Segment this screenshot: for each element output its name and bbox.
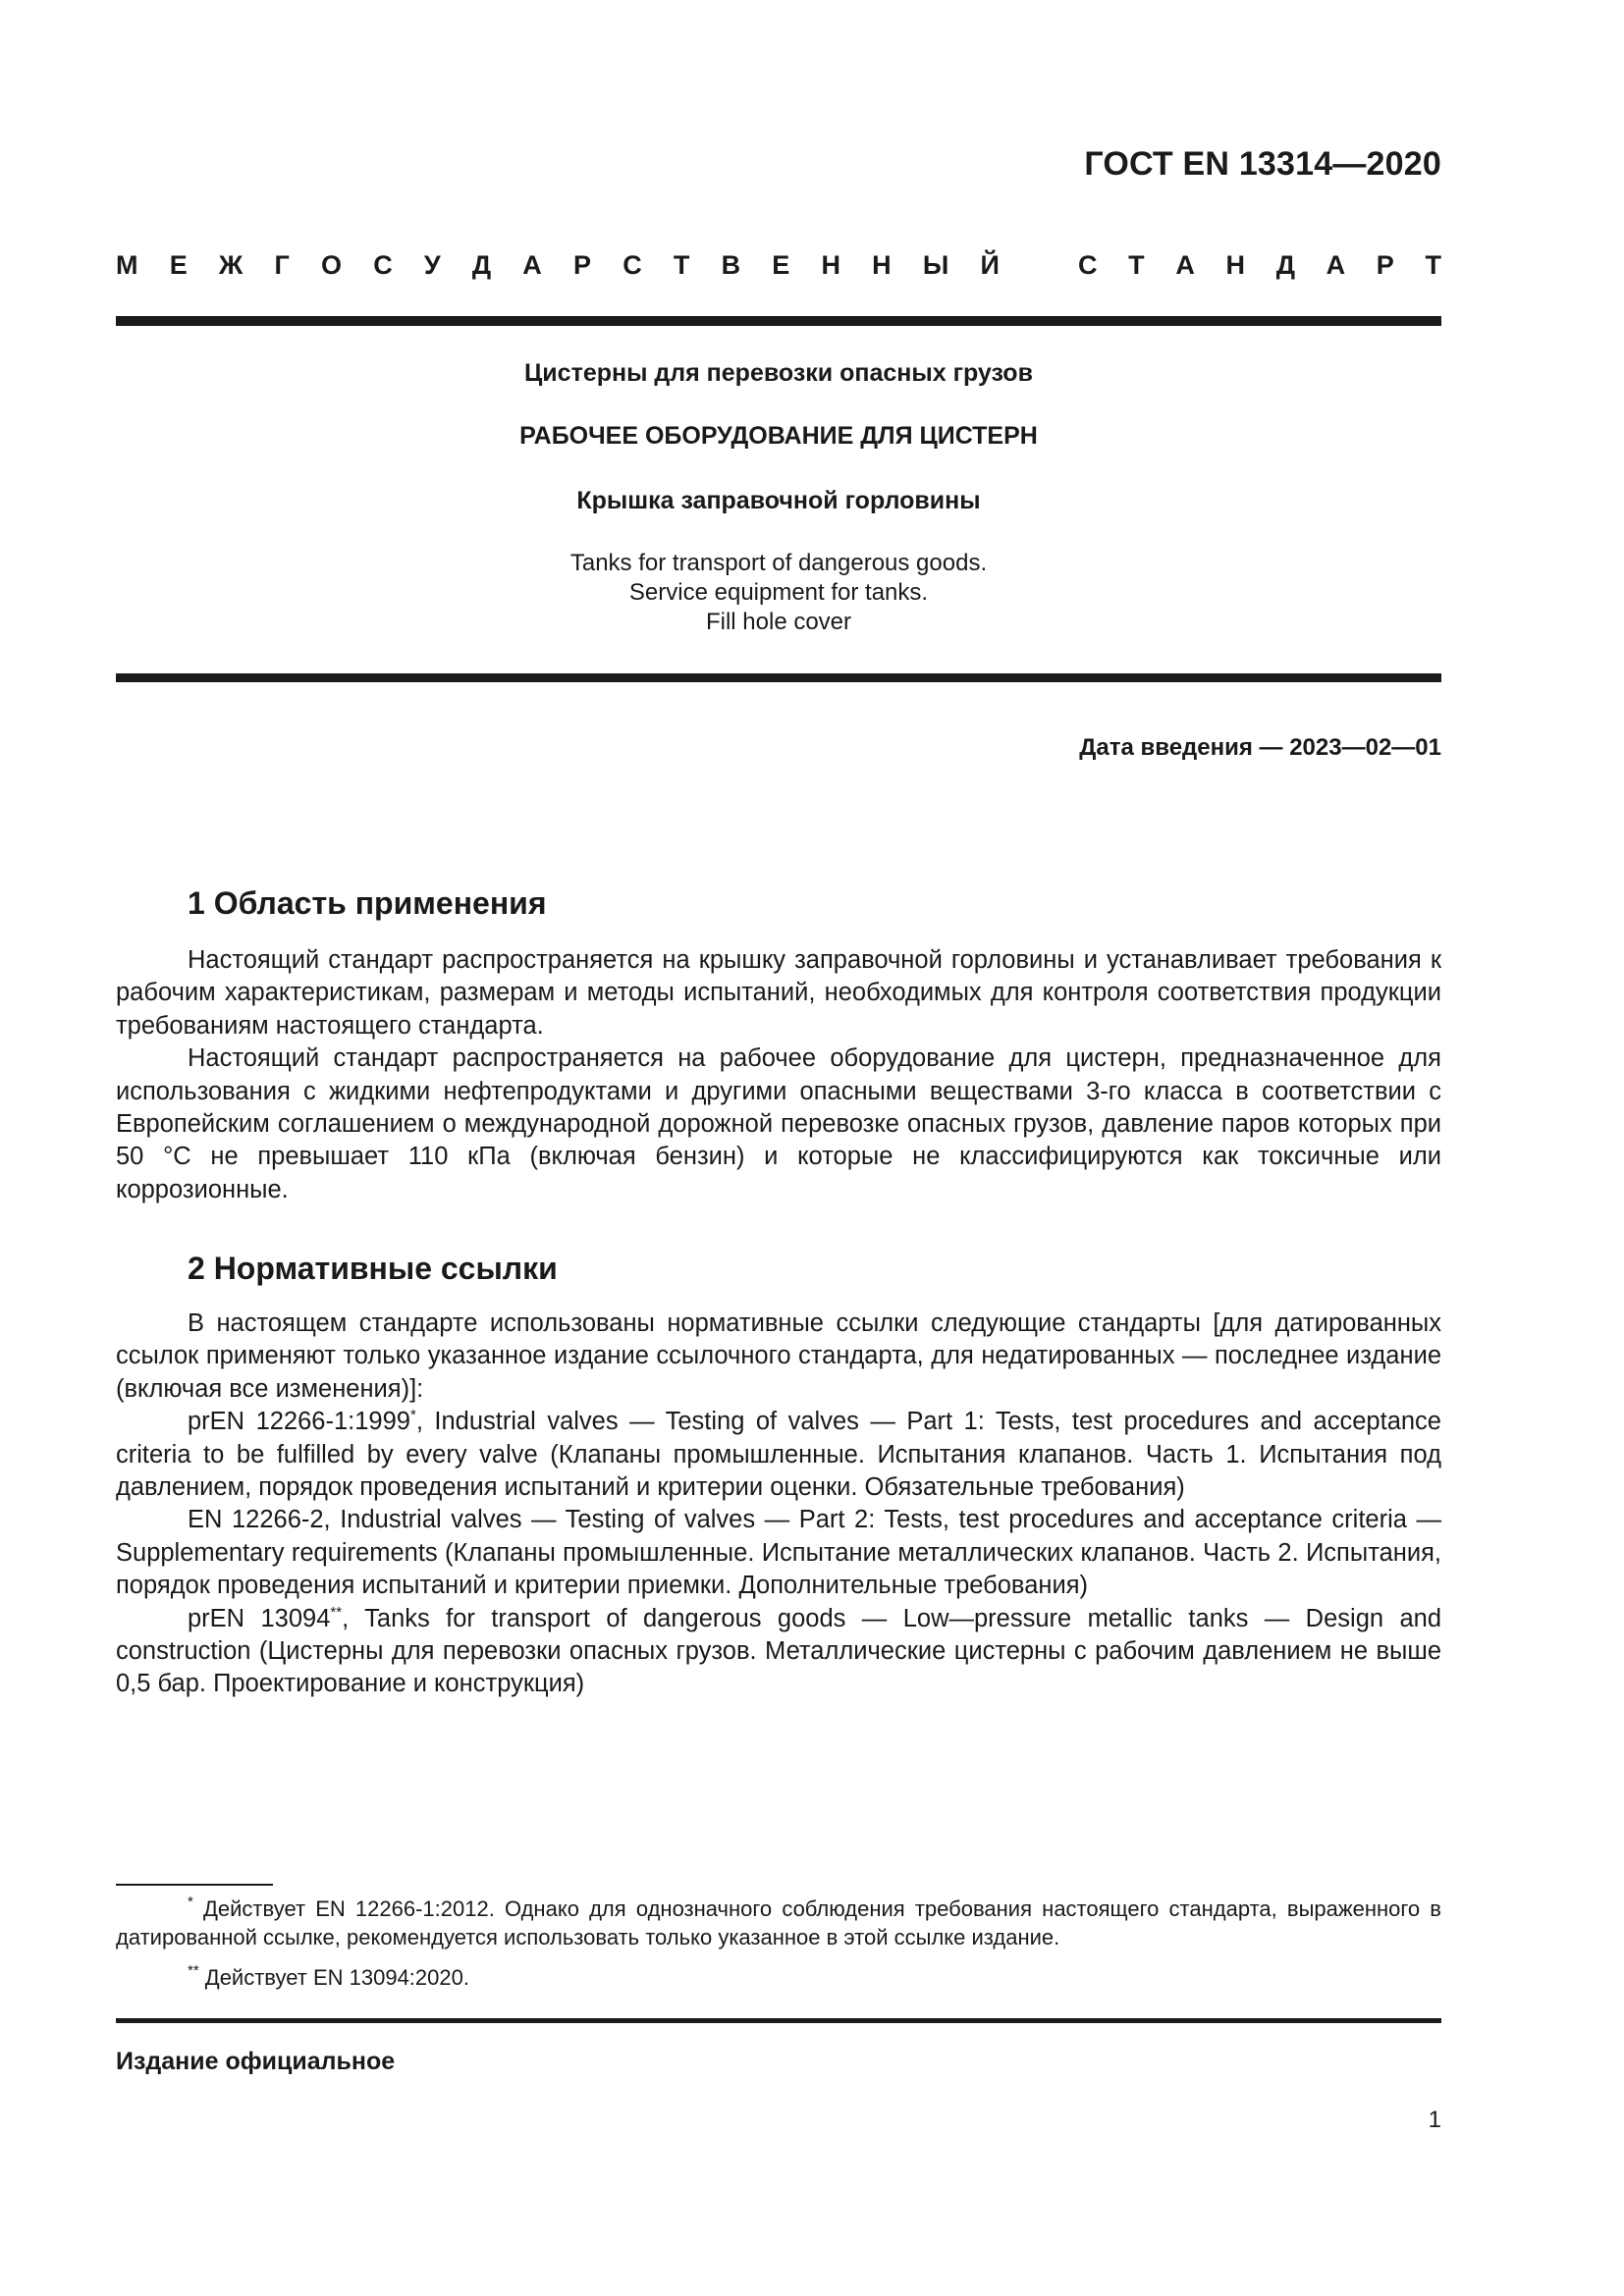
title-ru-group: Цистерны для перевозки опасных грузов [524,359,1033,387]
standard-number: ГОСТ EN 13314—2020 [1084,145,1441,183]
footnote-marker[interactable]: * [409,1407,416,1424]
header-divider [116,316,1441,326]
reference-text: , Tanks for transport of dangerous goods — Low—pressure metallic tanks — Design and construction (Цистерны для перевозки опасных грузов. Металлические цистерны с рабочим давлением не выше 0,5 бар. Проектирование и конструкция) [116,1604,1441,1698]
standard-type-banner [116,250,1441,281]
footnote-separator [116,1884,273,1886]
banner-letter: А [522,250,542,280]
banner-letter: Ж [218,250,244,280]
banner-letter: О [320,250,342,280]
banner-letter: А [1326,250,1346,280]
banner-letter: Н [1225,250,1246,280]
section-1-paragraph: Настоящий стандарт распространяется на рабочее оборудование для цистерн, предназначенное для использования с жидкими нефтепродуктами и другими опасными веществами 3-го класса в соответствии с Европейским соглашением о международной дорожной перевозке опасных грузов, давление паров которых при 50 °С не превышает 110 кПа (включая бензин) и которые не классифицируются как токсичные или коррозионные. [116,1044,1441,1203]
reference-item [116,1406,1441,1504]
banner-letter: Р [1376,250,1394,280]
standard-type-word-standard [1078,250,1441,281]
banner-letter: Н [821,250,840,280]
title-en-line-3: Fill hole cover [705,609,852,635]
section-2-heading: 2 Нормативные ссылки [188,1251,558,1286]
section-1-heading: 1 Область применения [188,885,547,921]
footer-divider [116,2018,1441,2023]
section-1-paragraph: Настоящий стандарт распространяется на крышку заправочной горловины и устанавливает требования к рабочим характеристикам, размерам и методы испытаний, необходимых для контроля соответствия продукции требованиям настоящего стандарта. [116,946,1441,1040]
banner-letter: Д [471,250,492,280]
footnote-text: Действует EN 12266-1:2012. Однако для однозначного соблюдения требования настоящего стандарта, выраженного в датированной ссылке, рекомендуется использовать только указанное в этой ссылке издание. [116,1896,1441,1949]
banner-letter: Е [772,250,790,280]
banner-letter: Р [572,250,591,280]
official-edition-label: Издание официальное [116,2048,396,2075]
introduction-date: Дата введения — 2023—02—01 [1079,734,1441,761]
title-divider [116,673,1441,682]
banner-letter: Ы [922,250,949,280]
banner-letter: У [423,250,441,280]
banner-letter: В [721,250,741,280]
footnote-text: Действует EN 13094:2020. [198,1965,469,1990]
reference-text: , Industrial valves — Testing of valves — Part 1: Tests, test procedures and acceptance criteria to be fulfilled by every valve (Клапаны промышленные. Испытания клапанов. Часть 1. Испытания под давлением, порядок проведения испытаний и критерии оценки. Обязательные требования) [116,1408,1441,1502]
reference-code: prEN 12266-1:1999 [188,1408,410,1436]
footnote-1 [116,1895,1441,1951]
reference-code: prEN 13094 [188,1604,331,1632]
footnote-marker[interactable]: ** [330,1603,343,1621]
reference-item: EN 12266-2, Industrial valves — Testing of valves — Part 2: Tests, test procedures and acceptance criteria — Supplementary requirements (Клапаны промышленные. Испытание металлических клапанов. Часть 2. Испытания, порядок проведения испытаний и критерии приемки. Дополнительные требования) [116,1506,1441,1600]
banner-letter: Е [169,250,188,280]
title-en-line-1: Tanks for transport of dangerous goods. [569,550,988,576]
standard-type-word-interstate [116,250,1000,281]
title-ru-sub: Крышка заправочной горловины [576,487,981,514]
footnote-2 [116,1963,1441,1992]
banner-letter: Т [1425,250,1441,280]
title-en-line-2: Service equipment for tanks. [628,579,929,606]
banner-letter: М [116,250,138,280]
section-2-body [116,1308,1441,1701]
banner-letter: Т [673,250,690,280]
banner-letter: С [1078,250,1098,280]
title-ru-main: РАБОЧЕЕ ОБОРУДОВАНИЕ ДЛЯ ЦИСТЕРН [519,422,1038,450]
banner-letter: Т [1128,250,1145,280]
footnotes [116,1895,1441,1992]
section-1-body [116,944,1441,1206]
banner-letter: Г [274,250,290,280]
banner-letter: С [623,250,642,280]
footnote-marker: ** [188,1962,199,1979]
page-number: 1 [1428,2107,1441,2133]
banner-letter: А [1175,250,1195,280]
footnote-marker: * [188,1894,193,1910]
banner-letter: Й [980,250,1000,280]
banner-letter: С [373,250,393,280]
reference-item [116,1603,1441,1701]
banner-letter: Д [1275,250,1295,280]
banner-letter: Н [872,250,892,280]
section-2-paragraph: В настоящем стандарте использованы нормативные ссылки следующие стандарты [для датированных ссылок применяют только указанное издание ссылочного стандарта, для недатированных — последнее издание (включая все изменения)]: [116,1309,1441,1403]
